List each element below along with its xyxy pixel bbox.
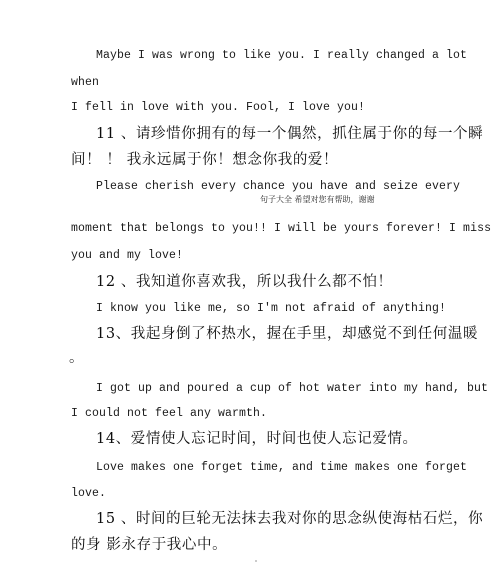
chinese-line: 。 <box>69 350 85 366</box>
paragraph-line: Love makes one forget time, and time makes one forget <box>96 461 468 474</box>
chinese-line: 间！ ！ 我永远属于你！想念你我的爱！ <box>71 152 339 168</box>
paragraph-line: I could not feel any warmth. <box>71 407 268 420</box>
chinese-line: 13、我起身倒了杯热水，握在手里，却感觉不到任何温暖 <box>96 326 479 342</box>
paragraph-line: you and my love! <box>71 249 184 262</box>
chinese-line: 14、爱情使人忘记时间，时间也使人忘记爱情。 <box>96 431 418 447</box>
chinese-line: 的身 影永存于我心中。 <box>71 537 228 553</box>
paragraph-line: I fell in love with you. Fool, I love you! <box>71 101 366 114</box>
watermark-note: 句子大全 希望对您有帮助，谢谢 <box>260 195 375 204</box>
chinese-line: 15 、时间的巨轮无法抹去我对你的思念纵使海枯石烂，你 <box>96 511 484 527</box>
paragraph-line: I know you like me, so I'm not afraid of anything! <box>96 302 447 315</box>
chinese-line: 11 、请珍惜你拥有的每一个偶然，抓住属于你的每一个瞬 <box>96 126 484 142</box>
paragraph-line: I got up and poured a cup of hot water into my hand, but <box>96 382 489 395</box>
chinese-line: 12 、我知道你喜欢我，所以我什么都不怕！ <box>96 274 393 290</box>
scan-speck <box>255 560 257 562</box>
paragraph-line: Maybe I was wrong to like you. I really changed a lot <box>96 49 468 62</box>
paragraph-line: when <box>71 76 100 89</box>
paragraph-line: love. <box>71 487 107 500</box>
paragraph-line: Please cherish every chance you have and seize every <box>96 180 461 193</box>
paragraph-line: moment that belongs to you!! I will be yours forever! I miss <box>71 222 492 235</box>
